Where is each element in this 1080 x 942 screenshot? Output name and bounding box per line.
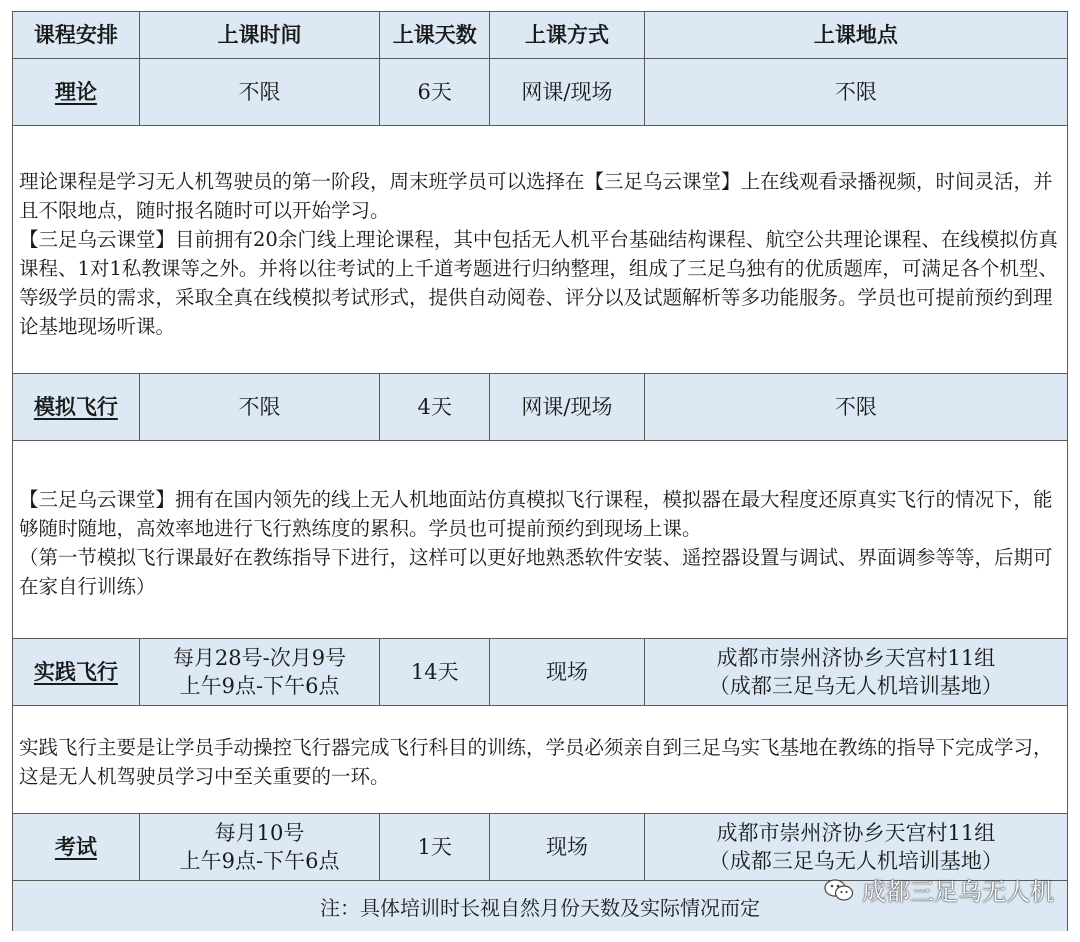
simulation-paragraph-1: 【三足乌云课堂】拥有在国内领先的线上无人机地面站仿真模拟飞行课程，模拟器在最大程度还原真实飞行的情况下，能够随时随地，高效率地进行飞行熟练度的累积。学员也可提前预约到现场上课。 (19, 488, 1053, 540)
course-mode: 网课/现场 (490, 374, 645, 440)
course-days: 6天 (380, 59, 490, 125)
course-name-practice[interactable]: 实践飞行 (13, 639, 140, 705)
table-row (13, 59, 1067, 125)
course-place (645, 639, 1067, 705)
place-line-1: 成都市崇州济协乡天宫村11组 (716, 646, 996, 670)
time-line-2: 上午9点-下午6点 (179, 674, 340, 698)
course-place: 不限 (834, 80, 877, 104)
theory-paragraph-2: 【三足乌云课堂】目前拥有20余门线上理论课程，其中包括无人机平台基础结构课程、航空公共理论课程、在线模拟仿真课程、1对1私教课等之外。并将以往考试的上千道考题进行归纳整理，组成了三足乌独有的优质题库，可满足各个机型、等级学员的需求，采取全真在线模拟考试形式，提供自动阅卷、评分以及试题解析等多功能服务。学员也可提前预约到理论基地现场听课。 (19, 228, 1058, 338)
table-row (13, 814, 1067, 880)
theory-paragraph-1: 理论课程是学习无人机驾驶员的第一阶段，周末班学员可以选择在【三足乌云课堂】上在线观看录播视频，时间灵活，并且不限地点，随时报名随时可以开始学习。 (19, 170, 1053, 222)
header-row (13, 12, 1067, 58)
time-line-2: 上午9点-下午6点 (179, 849, 340, 873)
course-name-exam[interactable]: 考试 (13, 814, 140, 880)
course-name-theory[interactable]: 理论 (13, 59, 140, 125)
course-time: 不限 (140, 59, 381, 125)
simulation-description (19, 485, 1063, 601)
simulation-paragraph-2: （第一节模拟飞行课最好在教练指导下进行，这样可以更好地熟悉软件安装、遥控器设置与调试、界面调参等等，后期可在家自行训练） (19, 546, 1053, 598)
table-row (13, 374, 1067, 440)
course-mode: 网课/现场 (490, 59, 645, 125)
header-course: 课程安排 (13, 12, 140, 58)
watermark (824, 872, 1054, 907)
header-days: 上课天数 (380, 12, 490, 58)
course-time (140, 639, 381, 705)
course-place: 不限 (834, 395, 877, 419)
course-mode: 现场 (490, 639, 645, 705)
time-line-1: 每月10号 (214, 821, 305, 845)
table-row (13, 639, 1067, 705)
wechat-icon (824, 878, 854, 902)
header-time: 上课时间 (140, 12, 381, 58)
place-line-2: （成都三足乌无人机培训基地） (708, 849, 1003, 873)
course-name-simulation[interactable]: 模拟飞行 (13, 374, 140, 440)
theory-description (19, 167, 1063, 341)
practice-description (19, 733, 1063, 791)
course-days: 14天 (380, 639, 490, 705)
course-mode: 现场 (490, 814, 645, 880)
time-line-1: 每月28号-次月9号 (172, 646, 347, 670)
course-days: 1天 (380, 814, 490, 880)
header-place: 上课地点 (813, 22, 898, 47)
place-line-2: （成都三足乌无人机培训基地） (708, 674, 1003, 698)
practice-paragraph-1: 实践飞行主要是让学员手动操控飞行器完成飞行科目的训练，学员必须亲自到三足乌实飞基地在教练的指导下完成学习，这是无人机驾驶员学习中至关重要的一环。 (19, 736, 1053, 788)
header-mode: 上课方式 (490, 12, 645, 58)
watermark-text: 成都三足乌无人机 (862, 878, 1054, 906)
place-line-1: 成都市崇州济协乡天宫村11组 (716, 821, 996, 845)
course-place (645, 814, 1067, 880)
course-schedule-table (12, 11, 1068, 931)
course-days: 4天 (380, 374, 490, 440)
footer-note: 注：具体培训时长视自然月份天数及实际情况而定 (13, 881, 1067, 931)
course-time: 不限 (140, 374, 381, 440)
course-time (140, 814, 381, 880)
